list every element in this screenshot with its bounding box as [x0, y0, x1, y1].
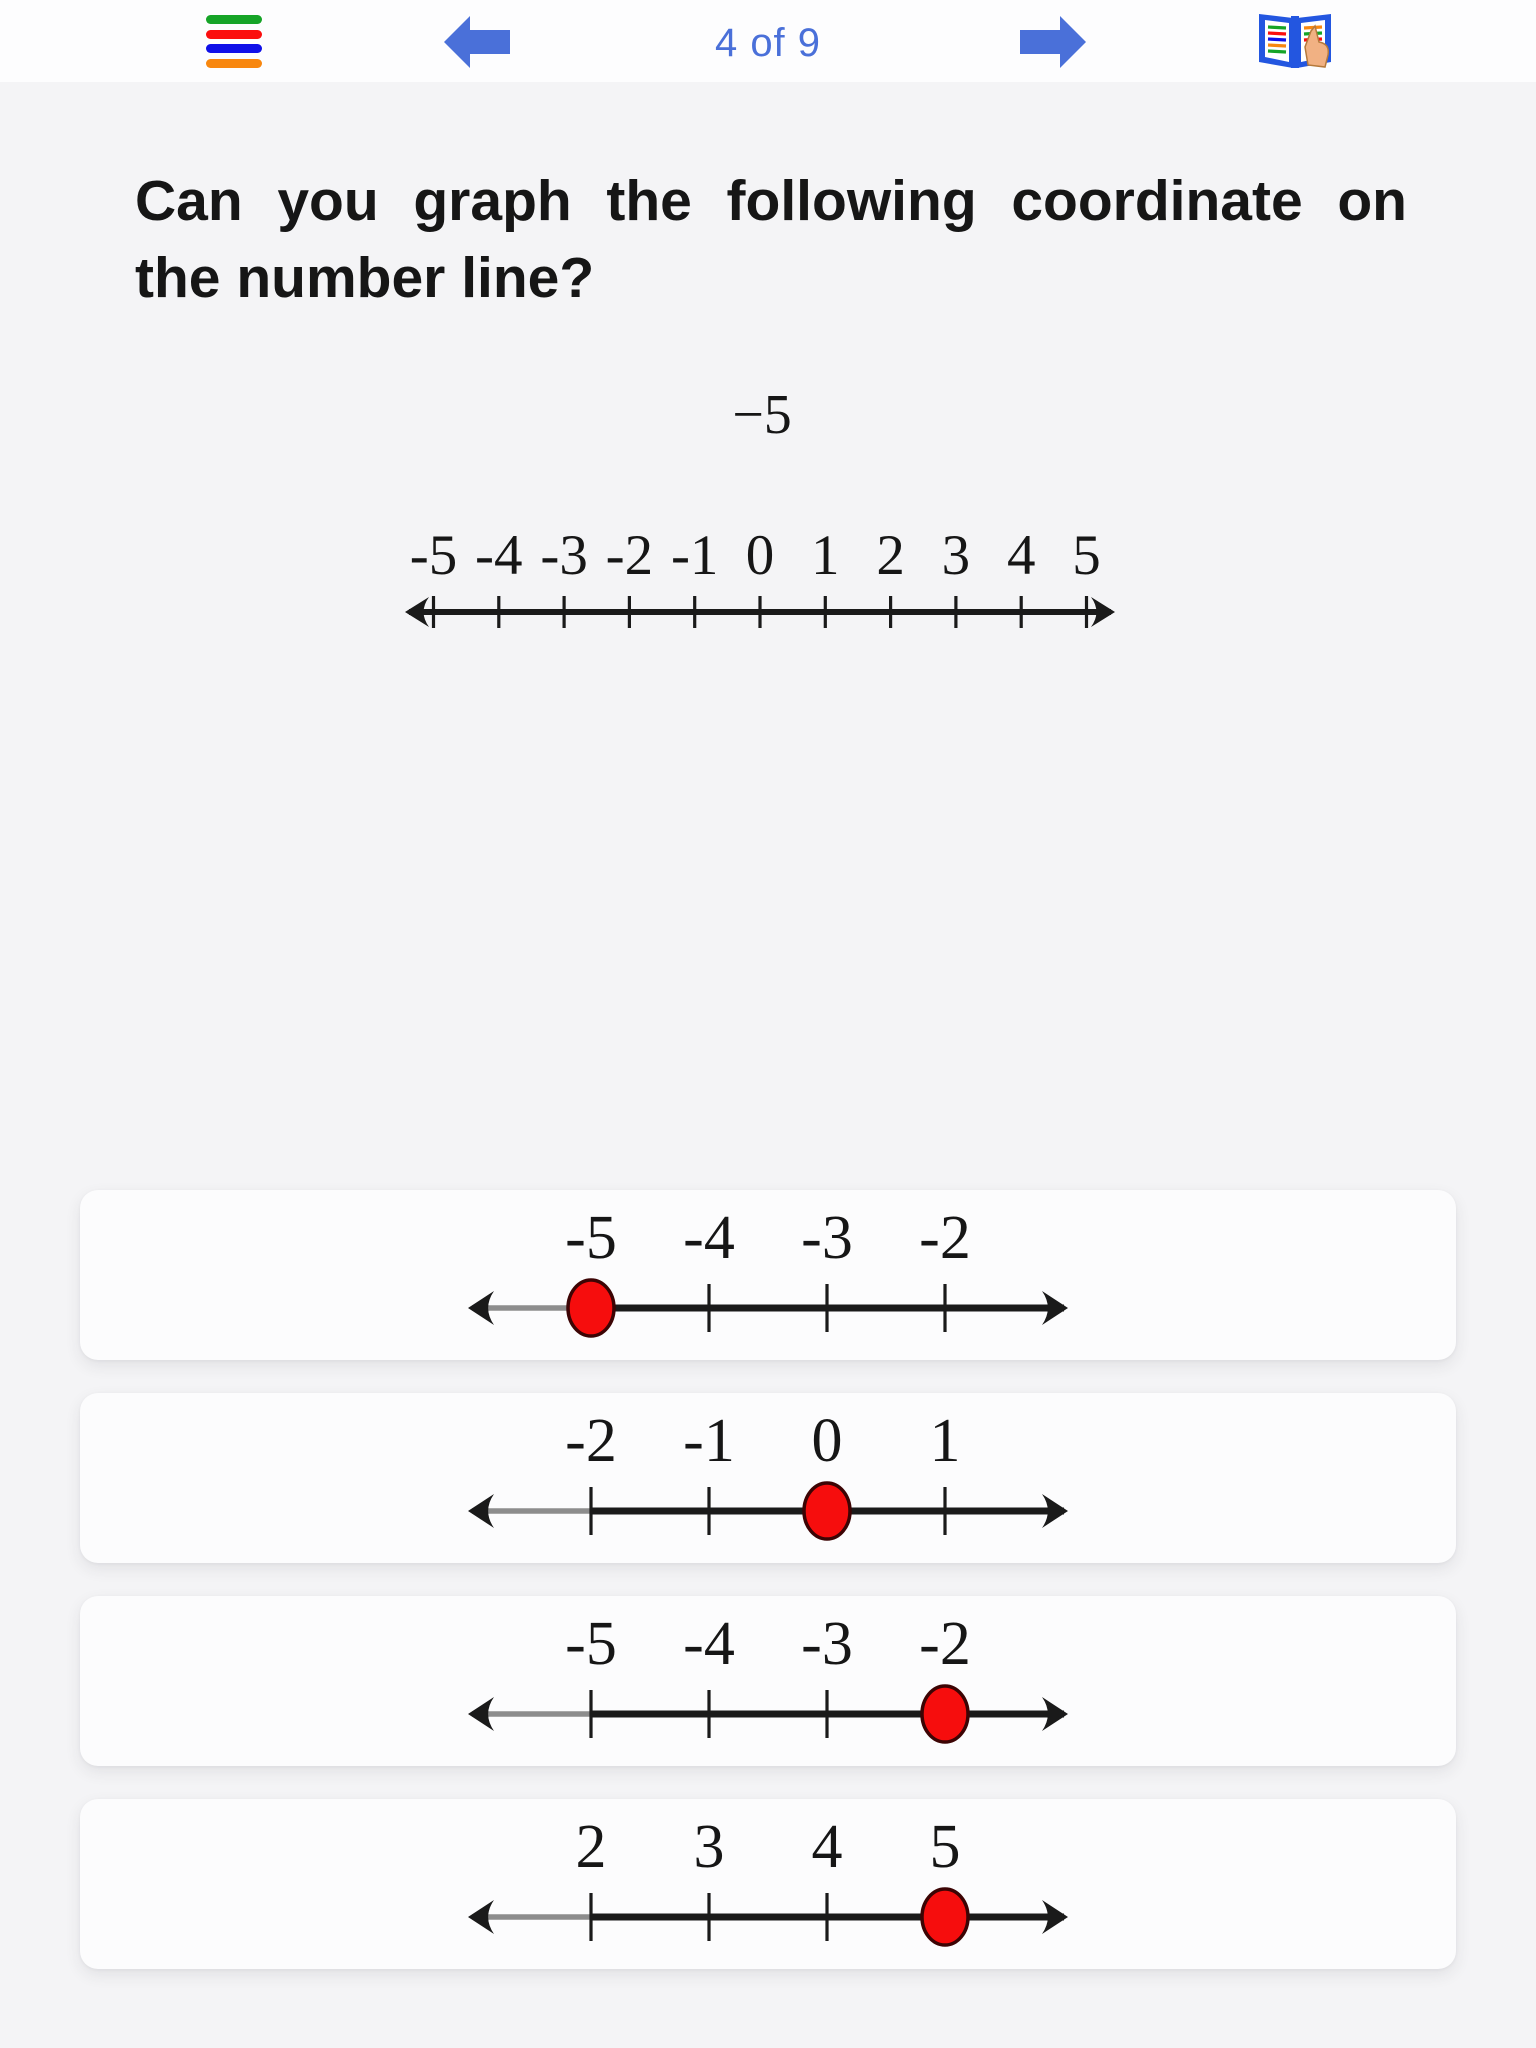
svg-text:3: 3 — [693, 1813, 725, 1881]
number-line-svg — [458, 1805, 1078, 1955]
svg-text:3: 3 — [941, 524, 971, 587]
svg-text:4: 4 — [1006, 524, 1036, 587]
answer-option-card-1[interactable] — [80, 1190, 1456, 1360]
number-line-svg — [458, 1602, 1078, 1752]
next-question-button[interactable] — [1020, 16, 1086, 68]
forward-arrow-icon — [1020, 16, 1086, 68]
svg-text:-4: -4 — [475, 524, 523, 587]
svg-text:5: 5 — [1072, 524, 1101, 587]
svg-text:1: 1 — [811, 524, 840, 587]
answer-option-card-4[interactable] — [80, 1799, 1456, 1969]
svg-text:1: 1 — [929, 1407, 961, 1475]
svg-text:-4: -4 — [683, 1204, 735, 1272]
plotted-point — [922, 1686, 968, 1742]
svg-text:-5: -5 — [565, 1610, 617, 1678]
page-indicator: 4 of 9 — [714, 21, 822, 65]
answer-option-card-2[interactable] — [80, 1393, 1456, 1563]
svg-text:-3: -3 — [801, 1610, 853, 1678]
svg-text:-4: -4 — [683, 1610, 735, 1678]
plotted-point — [922, 1889, 968, 1945]
question-text — [135, 163, 1407, 317]
number-line-svg — [458, 1196, 1078, 1346]
svg-text:-5: -5 — [409, 524, 458, 587]
open-book-icon — [1256, 9, 1334, 73]
svg-text:-1: -1 — [670, 524, 719, 587]
plotted-point — [804, 1483, 850, 1539]
svg-text:0: 0 — [811, 1407, 843, 1475]
svg-text:2: 2 — [876, 524, 905, 587]
svg-text:-2: -2 — [919, 1610, 971, 1678]
question-line-1: Can you graph the following coordinate on — [135, 169, 1407, 233]
number-line-svg — [395, 520, 1125, 645]
svg-text:-2: -2 — [565, 1407, 617, 1475]
svg-text:-2: -2 — [919, 1204, 971, 1272]
main-number-line — [395, 520, 1125, 645]
svg-text:-1: -1 — [683, 1407, 735, 1475]
svg-text:4: 4 — [811, 1813, 843, 1881]
answer-options — [80, 1190, 1456, 2002]
svg-text:-2: -2 — [605, 524, 654, 587]
svg-text:-5: -5 — [565, 1204, 617, 1272]
svg-text:0: 0 — [745, 524, 775, 587]
top-navigation-bar — [0, 0, 1536, 82]
plotted-point — [568, 1280, 614, 1336]
svg-text:-3: -3 — [540, 524, 588, 587]
coordinate-value: −5 — [732, 384, 792, 446]
contents-button[interactable] — [1256, 9, 1334, 73]
number-line-svg — [458, 1399, 1078, 1549]
svg-text:-3: -3 — [801, 1204, 853, 1272]
svg-text:5: 5 — [929, 1813, 961, 1881]
svg-text:2: 2 — [575, 1813, 607, 1881]
question-line-2: the number line? — [135, 246, 595, 310]
answer-option-card-3[interactable] — [80, 1596, 1456, 1766]
